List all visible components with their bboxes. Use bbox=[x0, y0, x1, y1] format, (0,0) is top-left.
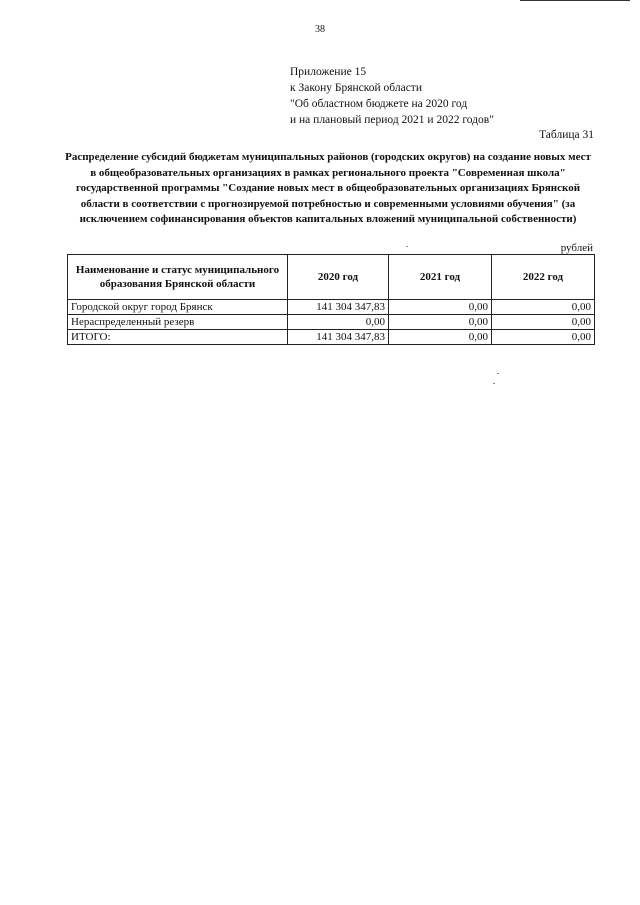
appendix-line: и на плановый период 2021 и 2022 годов" bbox=[290, 114, 494, 126]
cell-2021: 0,00 bbox=[389, 300, 492, 315]
header-2022: 2022 год bbox=[492, 255, 595, 300]
page-number: 38 bbox=[315, 24, 325, 35]
appendix-line: "Об областном бюджете на 2020 год bbox=[290, 98, 468, 110]
cell-2022: 0,00 bbox=[492, 315, 595, 330]
cell-2021: 0,00 bbox=[389, 330, 492, 345]
cell-2021: 0,00 bbox=[389, 315, 492, 330]
header-2021: 2021 год bbox=[389, 255, 492, 300]
table-header-row bbox=[68, 255, 595, 300]
cell-municipality: ИТОГО: bbox=[68, 330, 288, 345]
cell-municipality: Городской округ город Брянск bbox=[68, 300, 288, 315]
cell-2020: 0,00 bbox=[288, 315, 389, 330]
table-total-row bbox=[68, 330, 595, 345]
cell-2020: 141 304 347,83 bbox=[288, 330, 389, 345]
header-municipality: Наименование и статус муниципального образования Брянской области bbox=[68, 255, 288, 300]
table-row bbox=[68, 315, 595, 330]
cell-municipality: Нераспределенный резерв bbox=[68, 315, 288, 330]
subsidy-table bbox=[67, 254, 595, 345]
table-row bbox=[68, 300, 595, 315]
appendix-note bbox=[290, 64, 494, 128]
appendix-line: к Закону Брянской области bbox=[290, 82, 422, 94]
scan-speck bbox=[406, 246, 408, 247]
units-label: рублей bbox=[560, 242, 593, 254]
appendix-line: Приложение 15 bbox=[290, 66, 367, 78]
top-rule bbox=[520, 0, 630, 1]
cell-2020: 141 304 347,83 bbox=[288, 300, 389, 315]
scan-speck bbox=[493, 383, 495, 384]
table-number: Таблица 31 bbox=[539, 129, 594, 141]
scan-speck bbox=[497, 373, 499, 374]
cell-2022: 0,00 bbox=[492, 330, 595, 345]
header-2020: 2020 год bbox=[288, 255, 389, 300]
document-title: Распределение субсидий бюджетам муниципальных районов (городских округов) на создание новых мест в общеобразовательных организациях в рамках регионального проекта "Современная школа" государственной программы "Создание новых мест в общеобразовательных организациях Брянской области в соответствии с прогнозируемой потребностью и современными условиями обучения" (за исключением софинансирования объектов капитальных вложений муниципальной собственности) bbox=[65, 151, 591, 225]
cell-2022: 0,00 bbox=[492, 300, 595, 315]
